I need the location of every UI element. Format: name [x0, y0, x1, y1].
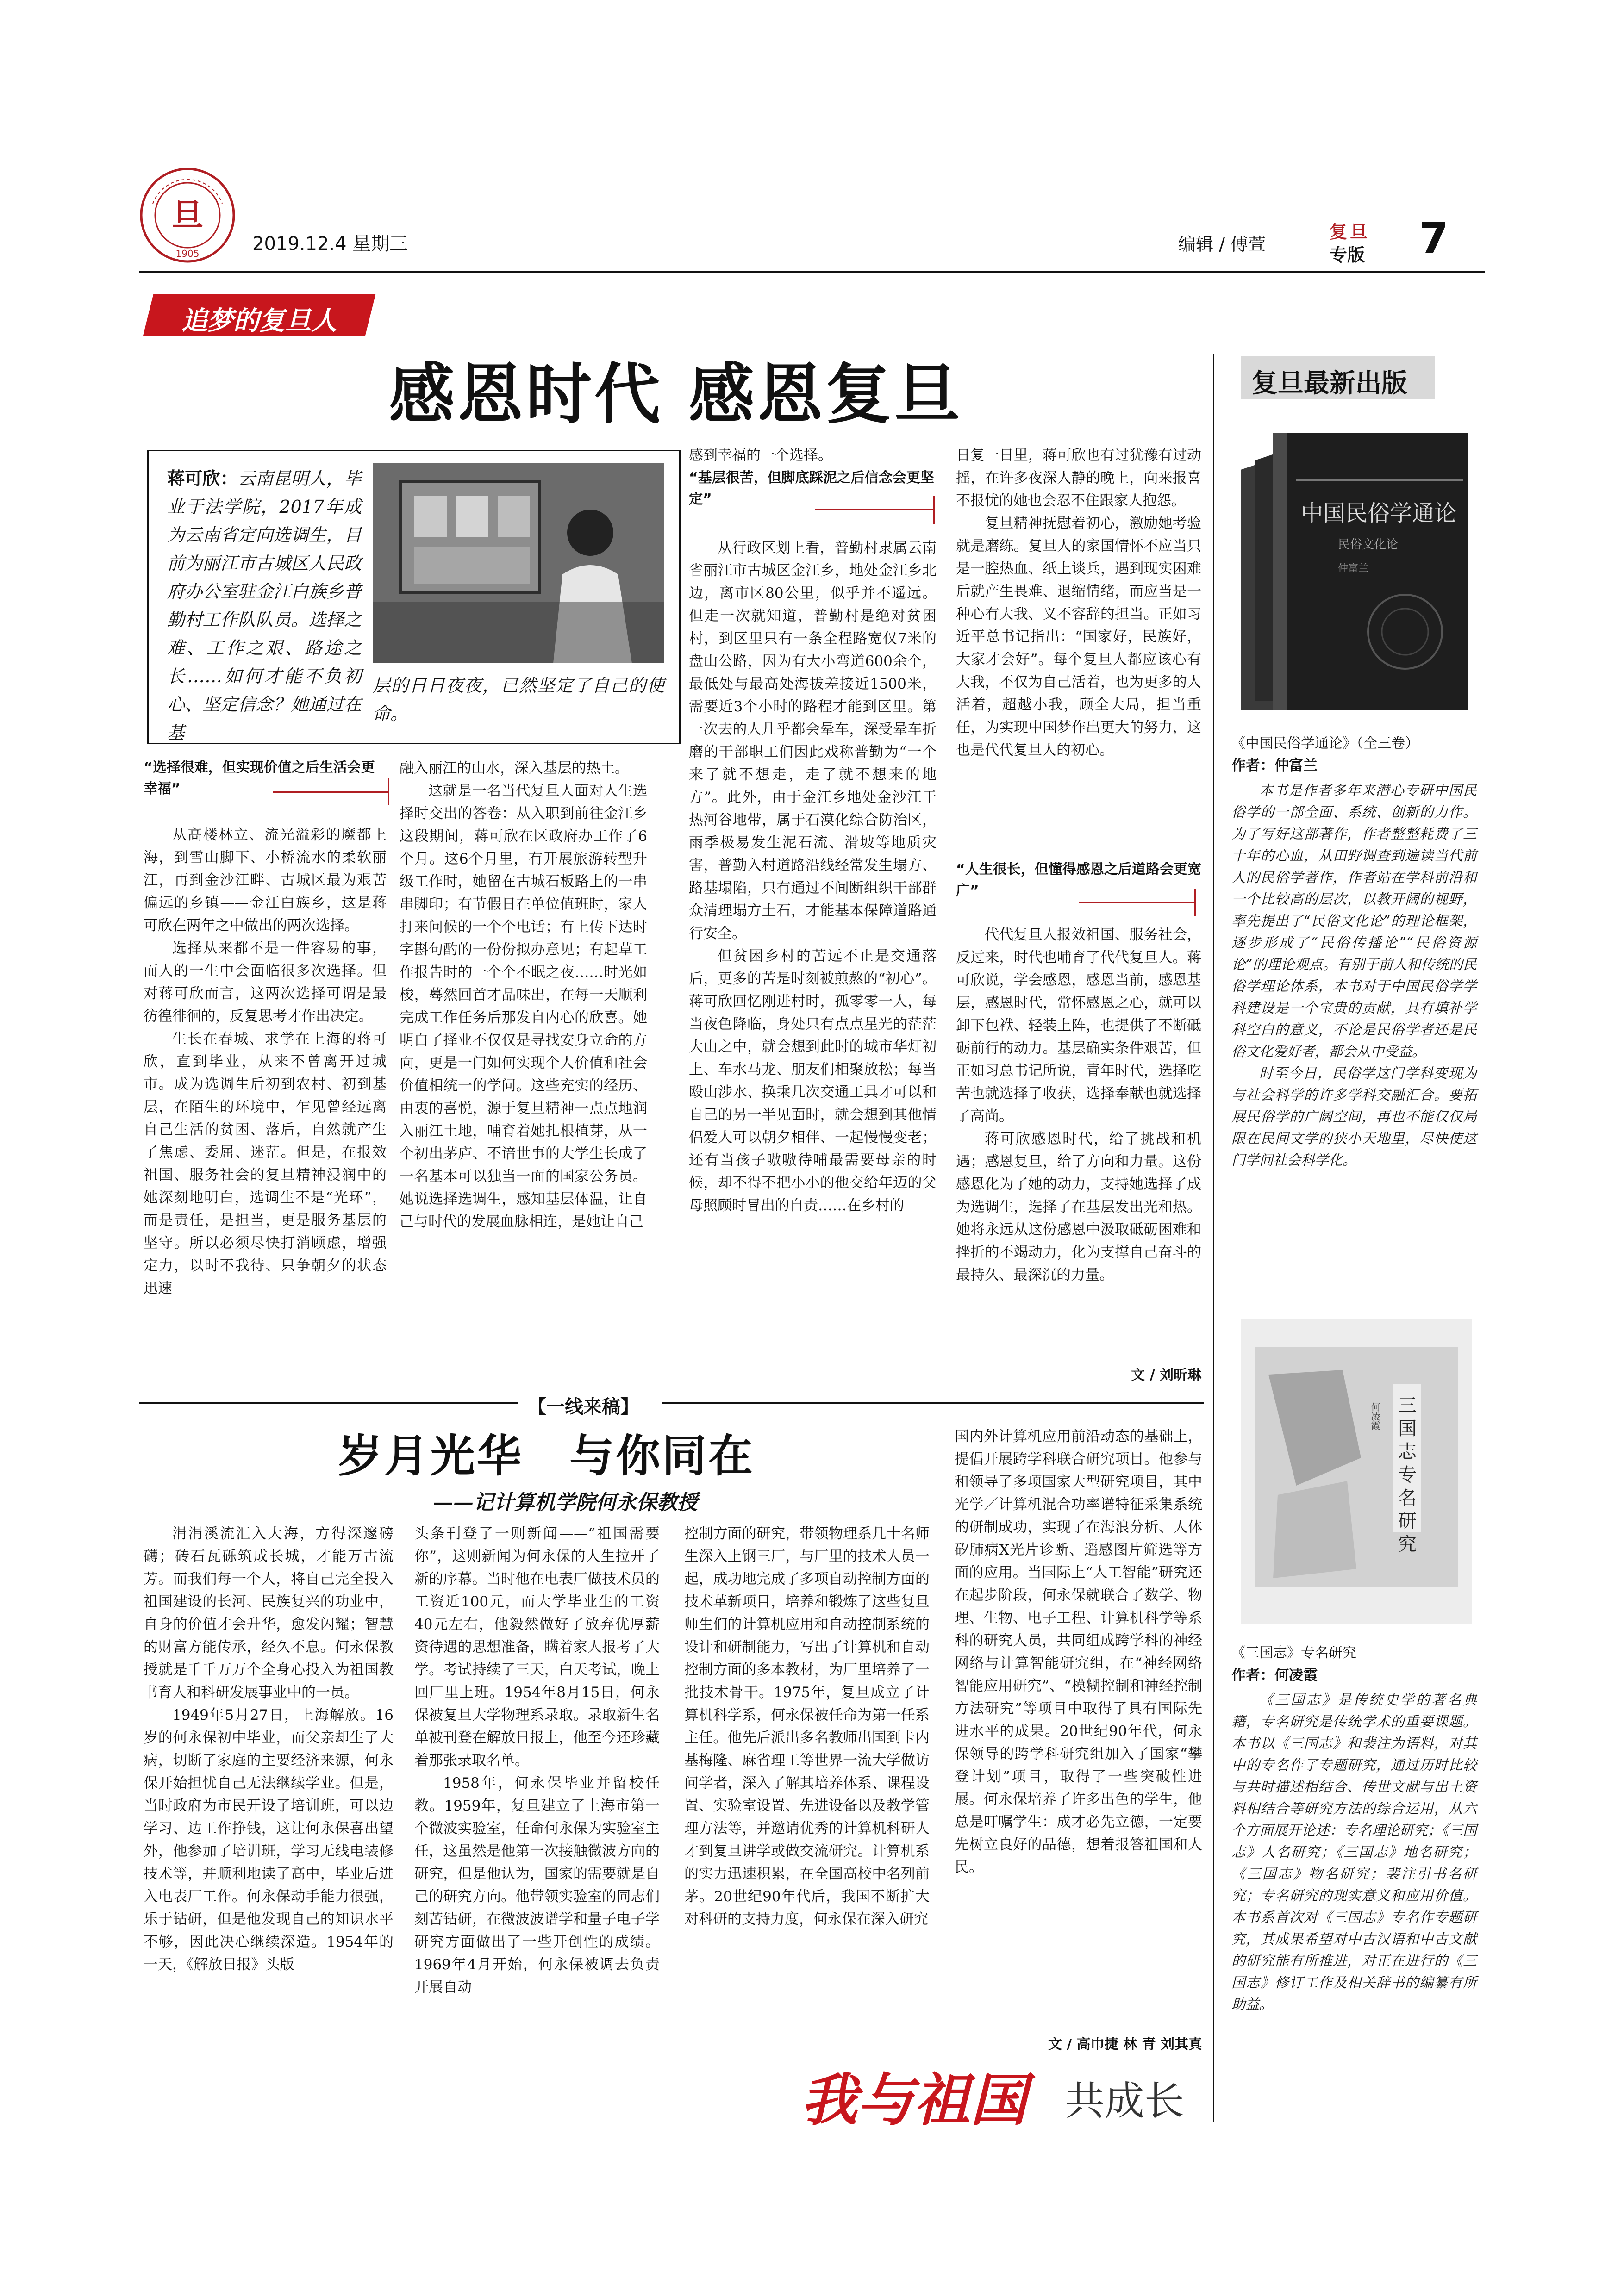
intro-box — [147, 450, 681, 744]
book1-title: 《中国民俗学通论》（全三卷） — [1231, 735, 1419, 752]
masthead — [0, 0, 1624, 287]
slogan-red: 我与祖国 — [801, 2067, 1027, 2133]
sidebar-label: 复旦最新出版 — [1252, 368, 1407, 398]
book2-title: 《三国志》专名研究 — [1231, 1645, 1356, 1661]
book1-cover-subtitle: 民俗文化论 — [1338, 538, 1399, 552]
article2-title: 岁月光华 与你同在 — [338, 1430, 755, 1482]
intro-photo — [373, 463, 664, 663]
book1-cover-title: 中国民俗学通论 — [1301, 500, 1457, 526]
column-banner — [148, 294, 370, 336]
section-divider-left — [139, 1402, 518, 1404]
subhead-1: “选择很难，但实现价值之后生活会更幸福” — [144, 759, 375, 797]
svg-text:国: 国 — [1398, 1418, 1417, 1439]
intro-name: 蒋可欣： — [167, 468, 238, 489]
slogan-black: 共成长 — [1065, 2078, 1184, 2124]
svg-text:研: 研 — [1398, 1511, 1417, 1532]
subhead-3-rule — [1079, 902, 1194, 903]
page-number: 7 — [1419, 214, 1449, 263]
issue-date: 2019.12.4 星期三 — [252, 233, 408, 255]
article2-col2: 头条刊登了一则新闻——“祖国需要你”，这则新闻为何永保的人生拉开了新的序幕。当时他在电表厂做技术员的工资近100元，而大学毕业生的工资40元左右，他毅然做好了放弃优厚薪资待遇的思想准备，瞒着家人报考了大学。考试持续了三天，白天考试，晚上回厂里上班。1954年8月15日，何永保被复旦大学物理系录取。录取新生名单被刊登在解放日报上，他至今还珍藏着那张录取名单。 1958年，何永保毕业并留校任教。1959年，复旦建立了上海市第一个微波实验室，任命何永保为实验室主任，这虽然是他第一次接触微波方向的研究，但是他认为，国家的需要就是自己的研究方向。他带领实验室的同志们刻苦钻研，在微波波谱学和量子电子学研究方面做出了一些开创性的成绩。1969年4月开始，何永保被调去负责开展自动 — [414, 1525, 660, 1996]
book2-cover-author: 何凌霞 — [1369, 1402, 1380, 1430]
article2-col1: 涓涓溪流汇入大海，方得深邃磅礴；砖石瓦砾筑成长城，才能万古流芳。而我们每一个人，将自己完全投入祖国建设的长河、民族复兴的功业中，自身的价值才会升华，愈发闪耀；智慧的财富方能传承，经久不息。何永保教授就是千千万万个全身心投入为祖国教书育人和科研发展事业中的一员。 1949年5月27日，上海解放。16岁的何永保初中毕业，而父亲却生了大病，切断了家庭的主要经济来源，何永保开始担忧自己无法继续学业。但是，当时政府为市民开设了培训班，可以边学习、边工作挣钱，这让何永保喜出望外，他参加了培训班，学习无线电装修技术等，并顺利地读了高中，毕业后进入电表厂工作。何永保动手能力很强，乐于钻研，但是他发现自己的知识水平不够，因此决心继续深造。1954年的一天，《解放日报》头版 — [144, 1525, 394, 1973]
article2-col3: 控制方面的研究，带领物理系几十名师生深入上钢三厂，与厂里的技术人员一起，成功地完成了多项自动控制方面的技术革新项目，培养和锻炼了这些复旦师生们的计算机应用和自动控制系统的设计和研制能力，写出了计算机和自动控制方面的多本教材，为厂里培养了一批技术骨干。1975年，复旦成立了计算机科学系，何永保被任命为第一任系主任。他先后派出多名教师出国到卡内基梅隆、麻省理工等世界一流大学做访问学者，深入了解其培养体系、课程设置、实验室设置、先进设备以及教学管理方法等，并邀请优秀的计算机科研人才到复旦讲学或做交流研究。计算机系的实力迅速积累，在全国高校中名列前茅。20世纪90年代后，我国不断扩大对科研的支持力度，何永保在深入研究 — [684, 1525, 930, 1928]
subhead-2-rule — [815, 509, 934, 510]
article2-col4: 国内外计算机应用前沿动态的基础上，提倡开展跨学科联合研究项目。他参与和领导了多项国家大型研究项目，其中光学／计算机混合功率谱特征采集系统的研制成功，实现了在海浪分析、人体矽肺病X光片诊断、遥感图片筛选等方面的应用。当国际上“人工智能”研究还在起步阶段，何永保就联合了数学、物理、生物、电子工程、计算机科学等系科的研究人员，共同组成跨学科的神经网络与计算智能研究组，在“神经网络智能应用研究”、“模糊控制和神经控制方法研究”等项目中取得了具有国际先进水平的成果。20世纪90年代，何永保领导的跨学科研究组加入了国家“攀登计划”项目，取得了一些突破性进展。何永保培养了许多出色的学生，他总是叮嘱学生：成才必先立德，一定要先树立良好的品德，想着报答祖国和人民。 — [955, 1428, 1202, 1876]
section-divider-right — [662, 1402, 1204, 1404]
book2-cover — [1241, 1319, 1472, 1624]
article1-byline: 文 / 刘昕琳 — [1131, 1367, 1201, 1383]
book2-description: 《三国志》是传统史学的著名典籍，专名研究是传统学术的重要课题。本书以《三国志》和裴注为语料，对其中的专名作了专题研究，通过历时比较与共时描述相结合、传世文献与出土资料相结合等研究方法的综合运用，从六个方面展开论述：专名理论研究；《三国志》人名研究；《三国志》地名研究；《三国志》物名研究；裴注引书名研究；专名研究的现实意义和应用价值。本书系首次对《三国志》专名作专题研究，其成果希望对中古汉语和中古文献的研究能有所推进，对正在进行的《三国志》修订工作及相关辞书的编纂有所助益。 — [1231, 1692, 1477, 2013]
sidebar-divider — [1213, 354, 1214, 2122]
svg-text:三: 三 — [1398, 1395, 1417, 1416]
intro-text: 蒋可欣：云南昆明人，毕业于法学院，2017年成为云南省定向选调生，目前为丽江市古城区人民政府办公室驻金江白族乡普勤村工作队队员。选择之难、工作之艰、路途之长……如何才能不负初心、坚定信念？她通过在基 — [167, 468, 362, 743]
article1-title: 感恩时代 感恩复旦 — [389, 356, 963, 433]
photo-woman-at-board — [373, 463, 664, 663]
svg-text:1905: 1905 — [175, 248, 200, 259]
subhead-3: “人生很长，但懂得感恩之后道路会更宽广” — [956, 861, 1201, 899]
subhead-2-bar — [933, 496, 935, 524]
svg-text:志: 志 — [1398, 1441, 1417, 1462]
subhead-3-bar — [1194, 889, 1196, 916]
book1-description: 本书是作者多年来潜心专研中国民俗学的一部全面、系统、创新的力作。为了写好这部著作，作者整整耗费了三十年的心血，从田野调查到遍读当代前人的民俗学著作，作者站在学科前沿和一个比较高的层次，以教开阔的视野，率先提出了“民俗文化论”的理论框架，逐步形成了“民俗传播论”“民俗资源论”的理论观点。有别于前人和传统的民俗学理论体系，本书对于中国民俗学学科建设是一个宝贵的贡献，具有填补学科空白的意义，不论是民俗学者还是民俗文化爱好者，都会从中受益。 时至今日，民俗学这门学科变现为与社会科学的许多学科交融汇合。要拓展民俗学的广阔空间，再也不能仅仅局限在民间文学的狭小天地里，尽快使这门学问社会科学化。 — [1231, 783, 1477, 1169]
header-rule — [139, 271, 1485, 273]
subhead-1-bar — [388, 778, 389, 805]
fudan-logo-icon — [139, 167, 236, 264]
article2-subtitle: ——记计算机学院何永保教授 — [433, 1491, 698, 1514]
article1-col3-top: 感到幸福的一个选择。 — [689, 447, 832, 464]
book1-author: 作者：仲富兰 — [1231, 757, 1318, 774]
article1-col1: 从高楼林立、流光溢彩的魔都上海，到雪山脚下、小桥流水的柔软丽江，再到金沙江畔、古城区最为艰苦偏远的乡镇——金江白族乡，这是蒋可欣在两年之中做出的两次选择。 选择从来都不是一件容易的事，而人的一生中会面临很多次选择。但对蒋可欣而言，这两次选择可谓是最彷徨徘徊的，反复思考才作出决定。 生长在春城、求学在上海的蒋可欣，直到毕业，从来不曾离开过城市。成为选调生后初到农村、初到基层，在陌生的环境中，乍见曾经远离自己生活的贫困、落后，自然就产生了焦虑、委屈、迷茫。但是，在报效祖国、服务社会的复旦精神浸润中的她深刻地明白，选调生不是“光环”，而是责任，是担当，更是服务基层的坚守。所以必须尽快打消顾虑，增强定力，以时不我待、只争朝夕的状态迅速 — [144, 827, 387, 1297]
article2-tag: 【一线来稿】 — [528, 1396, 639, 1418]
article1-col2: 融入丽江的山水，深入基层的热土。 这就是一名当代复旦人面对人生选择时交出的答卷：从入职到前往金江乡这段期间，蒋可欣在区政府办工作了6个月。这6个月里，有开展旅游转型升级工作时，她留在古城石板路上的一串串脚印；有节假日在单位值班时，家人打来问候的一个个电话；有上传下达时字斟句酌的一份份拟办意见；有起草工作报告时的一个个不眠之夜……时光如梭，蓦然回首才品味出，在每一天顺利完成工作任务后那发自内心的欣喜。她明白了择业不仅仅是寻找安身立命的方向，更是一门如何实现个人价值和社会价值相统一的学问。这些充实的经历、由衷的喜悦，源于复旦精神一点点地润入丽江土地，哺育着她扎根植芽，从一个初出茅庐、不谙世事的大学生长成了一名基本可以独当一面的国家公务员。她说选择选调生，感知基层体温，让自己与时代的发展血脉相连，是她让自己 — [400, 760, 647, 1230]
intro-text-continued: 层的日日夜夜，已然坚定了自己的使命。 — [373, 675, 664, 724]
editor-credit: 编辑 / 傅萱 — [1178, 234, 1266, 255]
article2-byline: 文 / 高巾捷 林 青 刘其真 — [1048, 2036, 1202, 2053]
paper-name: 复旦 — [1330, 221, 1371, 242]
svg-text:专: 专 — [1398, 1464, 1417, 1486]
svg-text:名: 名 — [1398, 1487, 1417, 1509]
article1-col4: 日复一日里，蒋可欣也有过犹豫有过动摇，在许多夜深人静的晚上，向来报喜不报忧的她也会忍不住跟家人抱怨。 复旦精神抚慰着初心，激励她考验就是磨练。复旦人的家国情怀不应当只是一腔热血、纸上谈兵，遇到现实困难后就产生畏难、退缩情绪，而应当是一种心有大我、义不容辞的担当。正如习近平总书记指出：“国家好，民族好，大家才会好”。每个复旦人都应该心有大我，不仅为自己活着，也为更多的人活着，超越小我，顾全大局，担当重任，为实现中国梦作出更大的努力，这也是代代复旦人的初心。 — [956, 447, 1201, 759]
column-banner-label: 追梦的复旦人 — [181, 306, 337, 336]
book1-cover-author: 仲富兰 — [1338, 563, 1369, 574]
article1-col4b: 代代复旦人报效祖国、服务社会，反过来，时代也哺育了代代复旦人。蒋可欣说，学会感恩，感恩当前，感恩基层，感恩时代，常怀感恩之心，就可以卸下包袱、轻装上阵，也提供了不断砥砺前行的动力。基层确实条件艰苦，但正如习总书记所说，青年时代，选择吃苦也就选择了收获，选择奉献也就选择了高尚。 蒋可欣感恩时代，给了挑战和机遇；感恩复旦，给了方向和力量。这份感恩化为了她的动力，支持她选择了成为选调生，选择了在基层发出光和热。她将永远从这份感恩中汲取砥砺困难和挫折的不竭动力，化为支撑自己奋斗的最持久、最深沉的力量。 — [956, 927, 1201, 1283]
book1-cover — [1222, 414, 1481, 720]
article1-col3: 从行政区划上看，普勤村隶属云南省丽江市古城区金江乡，地处金江乡北边，离市区80公里，似乎并不遥远。但走一次就知道，普勤村是绝对贫困村，到区里只有一条全程路宽仅7米的盘山公路，因为有大小弯道600余个，最低处与最高处海拔差接近1500米，需要近3个小时的路程才能到区里。第一次去的人几乎都会晕车，深受晕车折磨的干部职工们因此戏称普勤为“一个来了就不想走，走了就不想来的地方”。此外，由于金江乡地处金沙江干热河谷地带，属于石漠化综合防治区，雨季极易发生泥石流、滑坡等地质灾害，普勤入村道路沿线经常发生塌方、路基塌陷，只有通过不间断组织干部群众清理塌方土石，才能基本保障道路通行安全。 但贫困乡村的苦远不止是交通落后，更多的苦是时刻被煎熬的“初心”。蒋可欣回忆刚进村时，孤零零一人，每当夜色降临，身处只有点点星光的茫茫大山之中，就会想到此时的城市华灯初上、车水马龙、朋友们相聚放松；每当殴山涉水、换乘几次交通工具才可以和自己的另一半见面时，就会想到其他情侣爱人可以朝夕相伴、一起慢慢变老；还有当孩子嗷嗷待哺最需要母亲的时候，却不得不把小小的他交给年迈的父母照顾时冒出的自责……在乡村的 — [689, 540, 937, 1214]
subhead-2: “基层很苦，但脚底踩泥之后信念会更坚定” — [689, 470, 934, 507]
section-name: 专版 — [1330, 245, 1365, 265]
svg-text:旦: 旦 — [171, 197, 204, 234]
subhead-1-rule — [273, 791, 389, 793]
svg-text:究: 究 — [1398, 1534, 1417, 1555]
sidebar-label-box — [1241, 356, 1435, 399]
book2-author: 作者：何凌霞 — [1231, 1667, 1318, 1684]
